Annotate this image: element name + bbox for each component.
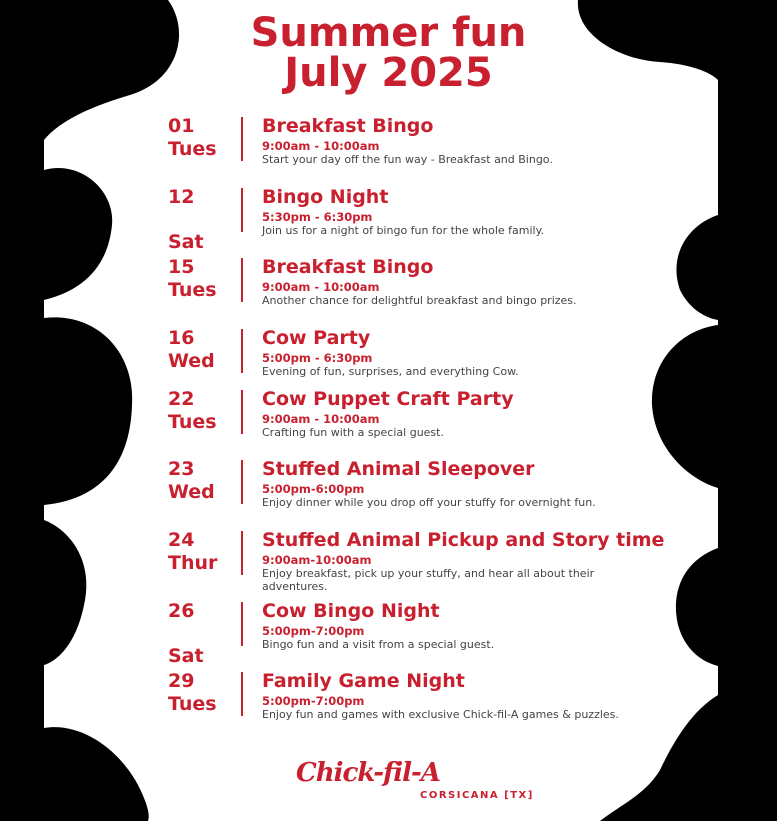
event-time: 5:00pm-7:00pm — [262, 694, 365, 708]
event-description: Evening of fun, surprises, and everything Cow. — [262, 365, 519, 378]
event-day-number: 15 — [168, 256, 195, 278]
event-title: Breakfast Bingo — [262, 256, 434, 278]
divider-bar — [241, 531, 243, 575]
event-day-number: 16 — [168, 327, 195, 349]
event-description: Enjoy dinner while you drop off your stuffy for overnight fun. — [262, 496, 596, 509]
event-date — [168, 458, 228, 528]
event-time: 9:00am - 10:00am — [262, 139, 380, 153]
event-item — [168, 529, 668, 609]
event-weekday: Sat — [168, 645, 204, 667]
event-weekday: Tues — [168, 411, 217, 433]
event-title: Breakfast Bingo — [262, 115, 434, 137]
divider-bar — [241, 188, 243, 232]
event-time: 9:00am - 10:00am — [262, 412, 380, 426]
divider-bar — [241, 460, 243, 504]
event-info — [262, 186, 662, 237]
event-item — [168, 388, 668, 468]
event-title: Cow Puppet Craft Party — [262, 388, 514, 410]
event-day-number: 26 — [168, 600, 195, 622]
event-info — [262, 529, 665, 593]
event-description: Bingo fun and a visit from a special guest. — [262, 638, 495, 651]
page-title-line-1: Summer fun — [250, 10, 527, 56]
divider-bar — [241, 672, 243, 716]
event-date — [168, 256, 228, 326]
event-info — [262, 327, 662, 378]
event-item — [168, 600, 668, 680]
event-weekday: Tues — [168, 693, 217, 715]
event-description: Crafting fun with a special guest. — [262, 426, 444, 439]
event-description: Another chance for delightful breakfast and bingo prizes. — [262, 294, 577, 307]
event-date — [168, 529, 228, 599]
event-date — [168, 388, 228, 458]
event-title: Bingo Night — [262, 186, 389, 208]
event-description: Enjoy fun and games with exclusive Chick-fil-A games & puzzles. — [262, 708, 619, 721]
event-info — [262, 670, 662, 721]
event-info — [262, 600, 662, 651]
event-date — [168, 115, 228, 185]
event-item — [168, 115, 668, 195]
event-title: Stuffed Animal Pickup and Story time — [262, 529, 665, 551]
event-date — [168, 670, 228, 740]
event-info — [262, 388, 662, 439]
location-label: CORSICANA [TX] — [420, 790, 534, 801]
divider-bar — [241, 117, 243, 161]
logo-wordmark: Chick-fil-A — [296, 758, 440, 788]
event-description: Join us for a night of bingo fun for the whole family. — [262, 224, 545, 237]
event-day-number: 22 — [168, 388, 195, 410]
event-time: 5:00pm - 6:30pm — [262, 351, 373, 365]
event-title: Cow Party — [262, 327, 371, 349]
event-item — [168, 458, 668, 538]
event-weekday: Thur — [168, 552, 218, 574]
event-item — [168, 186, 668, 266]
event-weekday: Sat — [168, 231, 204, 253]
event-day-number: 29 — [168, 670, 195, 692]
divider-bar — [241, 329, 243, 373]
event-title: Family Game Night — [262, 670, 465, 692]
event-weekday: Tues — [168, 138, 217, 160]
event-item — [168, 670, 668, 750]
divider-bar — [241, 258, 243, 302]
event-info — [262, 256, 662, 307]
event-time: 5:00pm-6:00pm — [262, 482, 365, 496]
event-weekday: Wed — [168, 481, 215, 503]
event-title: Stuffed Animal Sleepover — [262, 458, 535, 480]
event-info — [262, 115, 662, 166]
event-day-number: 24 — [168, 529, 195, 551]
event-day-number: 23 — [168, 458, 195, 480]
event-day-number: 12 — [168, 186, 195, 208]
event-description: Start your day off the fun way - Breakfast and Bingo. — [262, 153, 553, 166]
event-date — [168, 327, 228, 397]
event-info — [262, 458, 662, 509]
event-date — [168, 186, 228, 256]
event-time: 9:00am-10:00am — [262, 553, 372, 567]
event-title: Cow Bingo Night — [262, 600, 440, 622]
divider-bar — [241, 602, 243, 646]
event-time: 5:00pm-7:00pm — [262, 624, 365, 638]
event-description: Enjoy breakfast, pick up your stuffy, and hear all about their adventures. — [262, 567, 595, 593]
event-time: 5:30pm - 6:30pm — [262, 210, 373, 224]
event-time: 9:00am - 10:00am — [262, 280, 380, 294]
event-day-number: 01 — [168, 115, 195, 137]
event-date — [168, 600, 228, 670]
event-item — [168, 256, 668, 336]
page-title-line-2: July 2025 — [284, 50, 493, 96]
event-weekday: Tues — [168, 279, 217, 301]
event-weekday: Wed — [168, 350, 215, 372]
divider-bar — [241, 390, 243, 434]
